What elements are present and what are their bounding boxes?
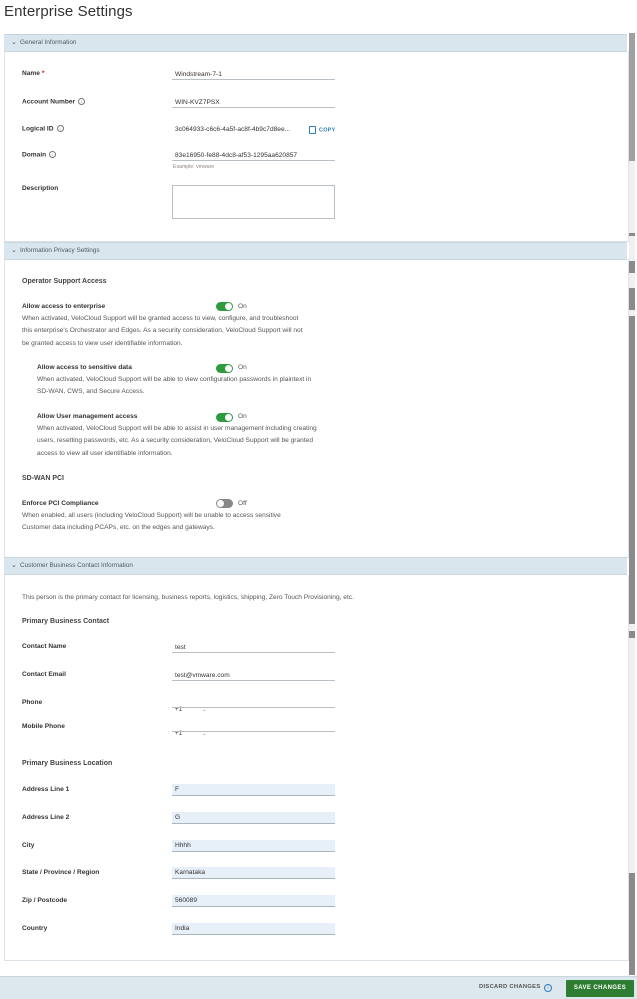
mobile-code: +1 <box>175 730 183 737</box>
contact-email-input[interactable] <box>172 670 335 681</box>
info-icon[interactable]: i <box>49 151 56 158</box>
domain-label <box>22 151 56 158</box>
description-line: When activated, VeloCloud Support will be granted access to view, configure, and troubleshoot <box>22 315 299 322</box>
scrollbar-segment <box>629 631 635 638</box>
account-number-label <box>22 98 85 105</box>
scrollbar-thumb[interactable] <box>629 33 635 161</box>
enforce-pci-toggle[interactable] <box>216 499 233 508</box>
user-management-state: On <box>238 413 247 420</box>
user-management-description <box>37 423 317 460</box>
contact-intro: This person is the primary contact for licensing, business reports, logistics, shipping, Zero Touch Provisioning, etc. <box>22 594 354 601</box>
description-line: SD-WAN, CWS, and Secure Access. <box>37 388 145 396</box>
scrollbar[interactable] <box>629 33 635 975</box>
zip-input[interactable] <box>172 895 335 907</box>
domain-label-text: Domain <box>22 151 47 159</box>
description-label: Description <box>22 185 59 192</box>
discard-changes-button[interactable]: DISCARD CHANGES <box>479 984 541 990</box>
description-line: Customer data including PCAPs, etc. on the edges and gateways. <box>22 524 215 532</box>
logical-id-label-text: Logical ID <box>22 125 54 133</box>
contact-email-label: Contact Email <box>22 671 66 678</box>
footer-bar <box>0 976 637 999</box>
allow-access-toggle[interactable] <box>216 302 233 311</box>
copy-label: COPY <box>319 127 336 134</box>
info-icon[interactable]: i <box>57 125 64 132</box>
description-line: When activated, VeloCloud Support will be able to assist in user management including creating <box>37 425 317 432</box>
scrollbar-segment <box>629 261 635 273</box>
location-title: Primary Business Location <box>22 760 113 767</box>
operator-support-title: Operator Support Access <box>22 278 107 285</box>
allow-access-description <box>22 313 303 350</box>
description-line: be granted access to view user identifiable information. <box>22 339 183 347</box>
address1-input[interactable] <box>172 784 335 796</box>
description-line: users, resetting passwords, etc. As a security consideration, VeloCloud Support will be granted <box>37 437 313 445</box>
phone-label: Phone <box>22 699 43 706</box>
sensitive-data-state: On <box>238 364 247 371</box>
mobile-phone-label: Mobile Phone <box>22 723 65 730</box>
description-textarea[interactable] <box>172 185 335 219</box>
scrollbar-segment <box>629 873 635 975</box>
section-header-label: Customer Business Contact Information <box>20 562 133 569</box>
country-input[interactable] <box>172 923 335 935</box>
description-line: this enterprise's Orchestrator and Edges. As a security consideration, VeloCloud Support will not <box>22 327 303 335</box>
sdwan-pci-title: SD-WAN PCI <box>22 475 64 482</box>
name-label <box>22 70 44 77</box>
description-line: When activated, VeloCloud Support will be able to view configuration passwords in plaintext in <box>37 376 312 383</box>
city-input[interactable] <box>172 840 335 852</box>
toggle-knob <box>225 303 232 310</box>
enforce-pci-description <box>22 510 281 535</box>
info-icon[interactable]: i <box>78 98 85 105</box>
state-input[interactable] <box>172 867 335 879</box>
required-asterisk: * <box>41 70 45 77</box>
address2-label: Address Line 2 <box>22 814 70 821</box>
phone-code: +1 <box>175 706 183 713</box>
user-management-toggle[interactable] <box>216 413 233 422</box>
section-header-label: General Information <box>20 39 77 46</box>
chevron-down-icon: ⌄ <box>11 39 17 46</box>
scrollbar-segment <box>629 288 635 310</box>
name-label-text: Name <box>22 70 40 77</box>
toggle-knob <box>225 414 232 421</box>
domain-input[interactable] <box>172 150 335 161</box>
chevron-down-icon: ⌄ <box>11 562 17 569</box>
state-label: State / Province / Region <box>22 869 100 876</box>
contact-name-label: Contact Name <box>22 643 67 650</box>
account-number-input[interactable] <box>172 97 335 108</box>
general-information-header[interactable] <box>4 34 627 52</box>
chevron-down-icon: ⌄ <box>202 707 207 713</box>
city-label: City <box>22 842 35 849</box>
info-icon[interactable]: i <box>544 984 552 992</box>
allow-access-label: Allow access to enterprise <box>22 303 106 310</box>
scrollbar-segment <box>629 316 635 624</box>
save-changes-button[interactable]: SAVE CHANGES <box>566 980 634 997</box>
description-line: When enabled, all users (including VeloCloud Support) will be unable to access sensitive <box>22 512 281 519</box>
name-input[interactable] <box>172 69 335 80</box>
sensitive-data-toggle[interactable] <box>216 364 233 373</box>
logical-id-label <box>22 125 64 132</box>
chevron-down-icon: ⌄ <box>11 247 17 254</box>
allow-access-state: On <box>238 303 247 310</box>
contact-header[interactable] <box>4 557 627 575</box>
sensitive-data-description <box>37 374 311 399</box>
section-header-label: Information Privacy Settings <box>20 247 100 254</box>
toggle-knob <box>225 365 232 372</box>
copy-button[interactable] <box>309 126 335 134</box>
contact-name-input[interactable] <box>172 642 335 653</box>
copy-icon <box>309 126 316 134</box>
scrollbar-segment <box>629 233 635 236</box>
zip-label: Zip / Postcode <box>22 897 68 904</box>
primary-contact-title: Primary Business Contact <box>22 618 110 625</box>
address1-label: Address Line 1 <box>22 786 70 793</box>
privacy-settings-header[interactable] <box>4 242 627 260</box>
description-line: access to view all user identifiable information. <box>37 449 173 457</box>
address2-input[interactable] <box>172 812 335 824</box>
logical-id-value: 3c064933-c6c6-4a5f-ac8f-4b9c7d8ee... <box>175 126 291 133</box>
enforce-pci-state: Off <box>238 500 247 507</box>
sensitive-data-label: Allow access to sensitive data <box>37 364 132 371</box>
chevron-down-icon: ⌄ <box>202 731 207 737</box>
page-title: Enterprise Settings <box>4 3 133 20</box>
enforce-pci-label: Enforce PCI Compliance <box>22 500 99 507</box>
phone-input[interactable] <box>172 697 335 708</box>
account-number-label-text: Account Number <box>22 98 76 106</box>
country-label: Country <box>22 925 48 932</box>
user-management-label: Allow User management access <box>37 413 138 420</box>
mobile-phone-input[interactable] <box>172 721 335 732</box>
domain-hint: Example: vmware <box>173 164 215 170</box>
toggle-knob <box>217 500 224 507</box>
